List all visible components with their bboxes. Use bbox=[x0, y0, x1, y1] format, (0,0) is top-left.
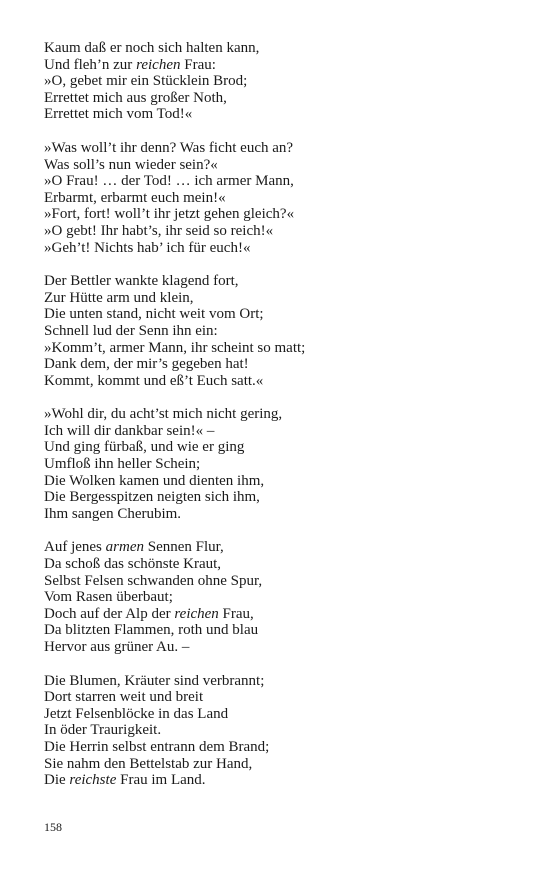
stanza bbox=[44, 140, 514, 256]
verse-line bbox=[44, 739, 514, 756]
line-text: Sie nahm den Bettelstab zur Hand, bbox=[44, 755, 253, 772]
verse-line bbox=[44, 556, 514, 573]
line-text: Frau: bbox=[180, 56, 216, 73]
line-text: Kaum daß er noch sich halten kann, bbox=[44, 40, 260, 56]
line-text: Was soll’s nun wieder sein?« bbox=[44, 156, 218, 173]
verse-line bbox=[44, 506, 514, 523]
line-text: Ihm sangen Cherubim. bbox=[44, 505, 182, 522]
verse-line bbox=[44, 473, 514, 490]
line-text: Und ging fürbaß, und wie er ging bbox=[44, 439, 245, 456]
verse-line bbox=[44, 206, 514, 223]
line-text: Ich will dir dankbar sein!« – bbox=[44, 422, 215, 439]
verse-line bbox=[44, 157, 514, 174]
verse-line bbox=[44, 57, 514, 74]
italic-word: reichen bbox=[174, 605, 219, 622]
line-text: Doch auf der Alp der bbox=[44, 605, 175, 622]
verse-line bbox=[44, 73, 514, 90]
line-text: Die Bergesspitzen neigten sich ihm, bbox=[44, 489, 260, 506]
line-text: Vom Rasen überbaut; bbox=[44, 589, 173, 606]
verse-line bbox=[44, 673, 514, 690]
italic-word: armen bbox=[105, 539, 144, 556]
line-text: »Fort, fort! woll’t ihr jetzt gehen gleich?« bbox=[44, 206, 295, 223]
line-text: Die unten stand, nicht weit vom Ort; bbox=[44, 306, 264, 323]
verse-line bbox=[44, 772, 514, 789]
verse-line bbox=[44, 456, 514, 473]
verse-line bbox=[44, 373, 514, 390]
stanza bbox=[44, 273, 514, 389]
verse-line bbox=[44, 722, 514, 739]
verse-line bbox=[44, 622, 514, 639]
stanza bbox=[44, 673, 514, 789]
line-text: »Geh’t! Nichts hab’ ich für euch!« bbox=[44, 239, 251, 256]
verse-line bbox=[44, 240, 514, 257]
verse-line bbox=[44, 306, 514, 323]
line-text: Die Blumen, Kräuter sind verbrannt; bbox=[44, 672, 265, 689]
line-text: »O Frau! … der Tod! … ich armer Mann, bbox=[44, 173, 294, 190]
line-text: Zur Hütte arm und klein, bbox=[44, 289, 194, 306]
stanza bbox=[44, 40, 514, 123]
italic-word: reichen bbox=[136, 56, 181, 73]
line-text: Selbst Felsen schwanden ohne Spur, bbox=[44, 572, 263, 589]
line-text: Die Wolken kamen und dienten ihm, bbox=[44, 472, 265, 489]
verse-line bbox=[44, 140, 514, 157]
verse-line bbox=[44, 356, 514, 373]
line-text: Und fleh’n zur bbox=[44, 56, 137, 73]
verse-line bbox=[44, 273, 514, 290]
line-text: »O gebt! Ihr habt’s, ihr seid so reich!« bbox=[44, 222, 274, 239]
line-text: Sennen Flur, bbox=[143, 539, 224, 556]
line-text: »Wohl dir, du acht’st mich nicht gering, bbox=[44, 406, 283, 423]
italic-word: reichste bbox=[69, 772, 117, 789]
line-text: Auf jenes bbox=[44, 539, 106, 556]
verse-line bbox=[44, 340, 514, 357]
verse-line bbox=[44, 406, 514, 423]
line-text: Frau im Land. bbox=[116, 772, 206, 789]
verse-line bbox=[44, 589, 514, 606]
page-number: 158 bbox=[44, 820, 62, 834]
line-text: Errettet mich vom Tod!« bbox=[44, 106, 193, 123]
verse-line bbox=[44, 173, 514, 190]
poem-text bbox=[44, 40, 514, 806]
line-text: Die Herrin selbst entrann dem Brand; bbox=[44, 738, 270, 755]
line-text: »O, gebet mir ein Stücklein Brod; bbox=[44, 73, 248, 90]
line-text: Da schoß das schönste Kraut, bbox=[44, 556, 222, 573]
stanza bbox=[44, 406, 514, 522]
line-text: Schnell lud der Senn ihn ein: bbox=[44, 322, 218, 339]
line-text: Frau, bbox=[218, 605, 254, 622]
verse-line bbox=[44, 573, 514, 590]
verse-line bbox=[44, 639, 514, 656]
line-text: Dank dem, der mir’s gegeben hat! bbox=[44, 356, 249, 373]
verse-line bbox=[44, 223, 514, 240]
verse-line bbox=[44, 689, 514, 706]
verse-line bbox=[44, 290, 514, 307]
verse-line bbox=[44, 439, 514, 456]
line-text: Der Bettler wankte klagend fort, bbox=[44, 273, 239, 290]
line-text: Erbarmt, erbarmt euch mein!« bbox=[44, 189, 226, 206]
line-text: Kommt, kommt und eß’t Euch satt.« bbox=[44, 372, 264, 389]
line-text: Die bbox=[44, 772, 70, 789]
stanza bbox=[44, 539, 514, 655]
line-text: »Komm’t, armer Mann, ihr scheint so matt; bbox=[44, 339, 306, 356]
line-text: Umfloß ihn heller Schein; bbox=[44, 456, 201, 473]
verse-line bbox=[44, 323, 514, 340]
verse-line bbox=[44, 539, 514, 556]
line-text: Dort starren weit und breit bbox=[44, 689, 204, 706]
line-text: Jetzt Felsenblöcke in das Land bbox=[44, 705, 229, 722]
verse-line bbox=[44, 706, 514, 723]
line-text: Hervor aus grüner Au. – bbox=[44, 639, 190, 655]
verse-line bbox=[44, 106, 514, 123]
line-text: »Was woll’t ihr denn? Was ficht euch an? bbox=[44, 139, 294, 156]
verse-line bbox=[44, 90, 514, 107]
verse-line bbox=[44, 756, 514, 773]
verse-line bbox=[44, 190, 514, 207]
verse-line bbox=[44, 606, 514, 623]
verse-line bbox=[44, 423, 514, 440]
line-text: Errettet mich aus großer Noth, bbox=[44, 89, 227, 106]
verse-line bbox=[44, 489, 514, 506]
line-text: In öder Traurigkeit. bbox=[44, 722, 162, 739]
verse-line bbox=[44, 40, 514, 57]
line-text: Da blitzten Flammen, roth und blau bbox=[44, 622, 259, 639]
